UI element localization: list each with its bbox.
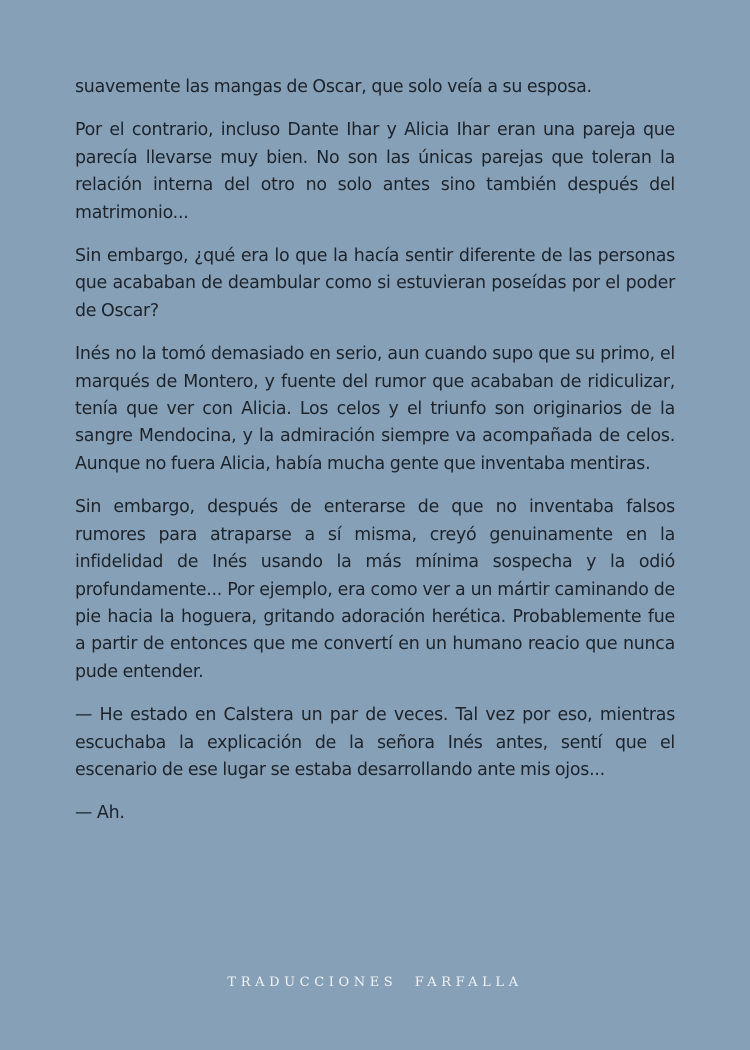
paragraph-7-dialogue: — Ah. bbox=[75, 803, 125, 824]
paragraph-5: Sin embargo, después de enterarse de que no inventaba falsos rumores para atraparse a sí misma, creyó genuinamente en la infidelidad de Inés usando la más mínima sospecha y la odió profundamente... Por ejemplo, era como ver a un mártir caminando de pie hacia la hoguera, gritando adoración herética. Probablemente fue a partir de entonces que me convertí en un humano reacio que nunca pude entender. bbox=[75, 497, 675, 682]
footer-credit: TRADUCCIONES FARFALLA bbox=[227, 975, 523, 990]
paragraph-6-dialogue: — He estado en Calstera un par de veces. Tal vez por eso, mientras escuchaba la explicación de la señora Inés antes, sentí que el escenario de ese lugar se estaba desarrollando ante mis ojos... bbox=[75, 705, 675, 780]
paragraph-1: suavemente las mangas de Oscar, que solo veía a su esposa. bbox=[75, 77, 592, 97]
document-body bbox=[75, 74, 675, 844]
paragraph-4: Inés no la tomó demasiado en serio, aun cuando supo que su primo, el marqués de Montero, y fuente del rumor que acababan de ridiculizar, tenía que ver con Alicia. Los celos y el triunfo son originarios de la sangre Mendocina, y la admiración siempre va acompañada de celos. Aunque no fuera Alicia, había mucha gente que inventaba mentiras. bbox=[75, 344, 675, 474]
paragraph-2: Por el contrario, incluso Dante Ihar y Alicia Ihar eran una pareja que parecía llevarse muy bien. No son las únicas parejas que toleran la relación interna del otro no solo antes sino también después del matrimonio... bbox=[75, 120, 675, 223]
paragraph-3: Sin embargo, ¿qué era lo que la hacía sentir diferente de las personas que acababan de deambular como si estuvieran poseídas por el poder de Oscar? bbox=[75, 246, 675, 321]
